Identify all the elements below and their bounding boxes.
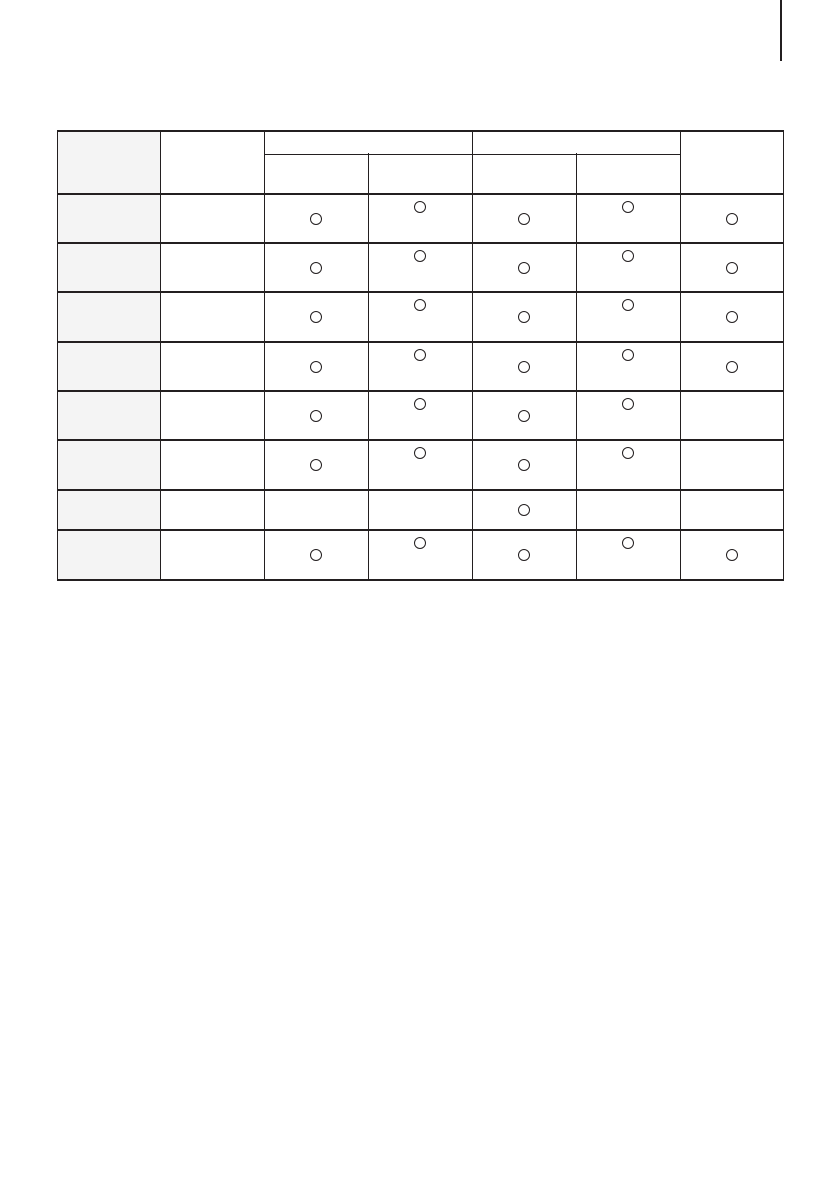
- row-divider: [57, 341, 784, 343]
- circle-mark-icon: [310, 410, 322, 422]
- circle-mark-icon: [310, 459, 322, 471]
- circle-mark-icon: [414, 201, 426, 213]
- circle-mark-icon: [518, 504, 530, 516]
- table-bottom-border: [57, 579, 784, 581]
- circle-mark-icon: [622, 299, 634, 311]
- row-divider: [57, 242, 784, 244]
- circle-mark-icon: [622, 398, 634, 410]
- circle-mark-icon: [310, 311, 322, 323]
- column-divider: [472, 130, 474, 581]
- circle-mark-icon: [414, 299, 426, 311]
- circle-mark-icon: [310, 361, 322, 373]
- row-divider: [57, 529, 784, 531]
- circle-mark-icon: [310, 549, 322, 561]
- circle-mark-icon: [518, 311, 530, 323]
- circle-mark-icon: [414, 250, 426, 262]
- row-label-column: [57, 131, 160, 580]
- table-right-border: [783, 130, 785, 581]
- circle-mark-icon: [414, 447, 426, 459]
- row-divider: [57, 193, 784, 195]
- circle-mark-icon: [414, 398, 426, 410]
- column-divider: [160, 130, 162, 581]
- circle-mark-icon: [622, 201, 634, 213]
- circle-mark-icon: [518, 410, 530, 422]
- circle-mark-icon: [518, 262, 530, 274]
- circle-mark-icon: [518, 361, 530, 373]
- circle-mark-icon: [622, 250, 634, 262]
- row-divider: [57, 489, 784, 491]
- circle-mark-icon: [726, 262, 738, 274]
- circle-mark-icon: [726, 549, 738, 561]
- circle-mark-icon: [622, 447, 634, 459]
- row-divider: [57, 390, 784, 392]
- circle-mark-icon: [622, 537, 634, 549]
- row-divider: [57, 291, 784, 293]
- circle-mark-icon: [518, 213, 530, 225]
- table-left-border: [57, 130, 59, 581]
- circle-mark-icon: [518, 459, 530, 471]
- circle-mark-icon: [310, 213, 322, 225]
- row-divider: [57, 439, 784, 441]
- subcolumn-divider: [368, 153, 369, 581]
- circle-mark-icon: [414, 349, 426, 361]
- circle-mark-icon: [726, 361, 738, 373]
- subcolumn-divider: [576, 153, 577, 581]
- table-top-border: [57, 130, 784, 132]
- circle-mark-icon: [310, 262, 322, 274]
- circle-mark-icon: [518, 549, 530, 561]
- column-divider: [680, 130, 682, 581]
- circle-mark-icon: [622, 349, 634, 361]
- circle-mark-icon: [726, 311, 738, 323]
- circle-mark-icon: [726, 213, 738, 225]
- column-divider: [264, 130, 266, 581]
- circle-mark-icon: [414, 537, 426, 549]
